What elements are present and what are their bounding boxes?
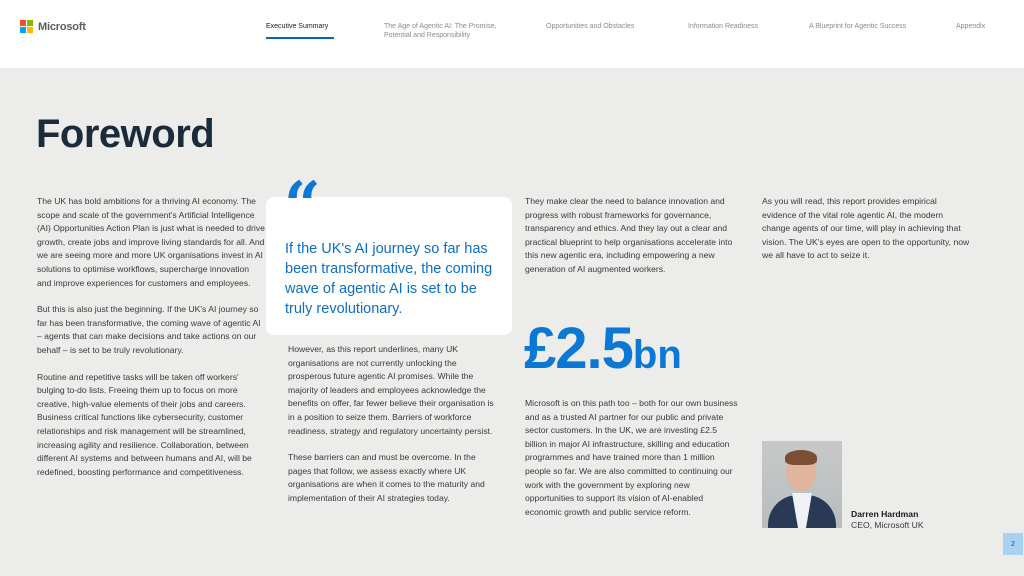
- page-number-badge[interactable]: 2: [1003, 533, 1023, 555]
- quote-mark-icon: “: [284, 168, 321, 243]
- column-2: [288, 343, 498, 519]
- paragraph: But this is also just the beginning. If the UK's AI journey so far has been transformative, the coming wave of agentic AI – agents that can make decisions and take actions on our behalf – is set to be truly revolutionary.: [37, 304, 261, 355]
- nav-appendix[interactable]: Appendix: [956, 23, 986, 30]
- paragraph: The UK has bold ambitions for a thriving AI economy. The scope and scale of the government's Artificial Intelligence (AI) Opportunities Action Plan is just what is needed to drive growth, create jobs and improve living standards for all. And we are seeing more and more UK organisations invest in AI solutions to optimise workflows, supercharge innovation and improve experiences for customers and employees.: [37, 196, 265, 288]
- paragraph: As you will read, this report provides empirical evidence of the vital role agentic AI, the modern change agents of our time, will play in achieving that vision. The UK's eyes are open to the opportunity, now we all have to act to seize it.: [762, 196, 970, 261]
- paragraph: Routine and repetitive tasks will be taken off workers' bulging to-do lists. Freeing them up to focus on more creative, high-value elements of their jobs and careers. Business critical functions like cybersecurity, customer relationships and risk management will be streamlined, increasing agility and resilience. Collaboration, between different AI systems and between humans and AI, will be redefined, boosting performance and competitiveness.: [37, 371, 252, 477]
- active-tab-underline: [266, 37, 334, 39]
- ceo-portrait: [762, 441, 842, 528]
- nav-age-of-agentic-ai[interactable]: The Age of Agentic AI: The Promise, Potential and Responsibility: [384, 23, 497, 39]
- paragraph: Microsoft is on this path too – both for our own business and as a trusted AI partner for our public and private sector customers. In the UK, we are investing £2.5 billion in major AI infrastructure, skilling and education programmes and have trained more than 1 million people so far. We are also committed to continuing our work with the government by exploring new opportunities to support its vision of AI-enabled economic growth and public service reform.: [525, 398, 738, 517]
- signatory-role: CEO, Microsoft UK: [851, 520, 924, 530]
- microsoft-logo[interactable]: [20, 20, 86, 33]
- investment-stat: [524, 316, 682, 388]
- column-4: [762, 195, 970, 276]
- paragraph: They make clear the need to balance innovation and progress with robust frameworks for governance, transparency and ethics. And they lay out a clear and practical blueprint to help organisations accelerate into this new agentic era, including empowering a new generation of AI augmented workers.: [525, 196, 733, 274]
- stat-value: £2.5: [524, 316, 633, 381]
- nav-opportunities-and-obstacles[interactable]: Opportunities and Obstacles: [546, 23, 635, 30]
- nav-information-readiness[interactable]: Information Readiness: [688, 23, 759, 30]
- logo-text: Microsoft: [38, 20, 86, 33]
- nav-blueprint-agentic-success[interactable]: A Blueprint for Agentic Success: [809, 23, 907, 30]
- stat-unit: bn: [632, 333, 682, 377]
- column-1: [37, 195, 265, 492]
- microsoft-logo-icon: [20, 20, 33, 33]
- page-title: Foreword: [36, 112, 215, 156]
- top-navigation-bar: [0, 0, 1024, 68]
- pull-quote-text: If the UK's AI journey so far has been transformative, the coming wave of agentic AI is set to be truly revolutionary.: [285, 241, 493, 317]
- paragraph: However, as this report underlines, many UK organisations are not currently unlocking the prosperous future agentic AI promises. While the majority of leaders and employees acknowledge the benefits on offer, far fewer believe their organisation is in a position to seize them. Barriers of workforce readiness, strategy and regulatory uncertainty persist.: [288, 344, 494, 436]
- paragraph: These barriers can and must be overcome. In the pages that follow, we assess exactly where UK organisations are when it comes to the maturity and implementation of their AI strategies today.: [288, 452, 485, 503]
- column-3-bottom: [525, 397, 739, 532]
- column-3-top: [525, 195, 737, 290]
- nav-executive-summary[interactable]: Executive Summary: [266, 23, 329, 30]
- signatory-name: Darren Hardman: [851, 509, 919, 519]
